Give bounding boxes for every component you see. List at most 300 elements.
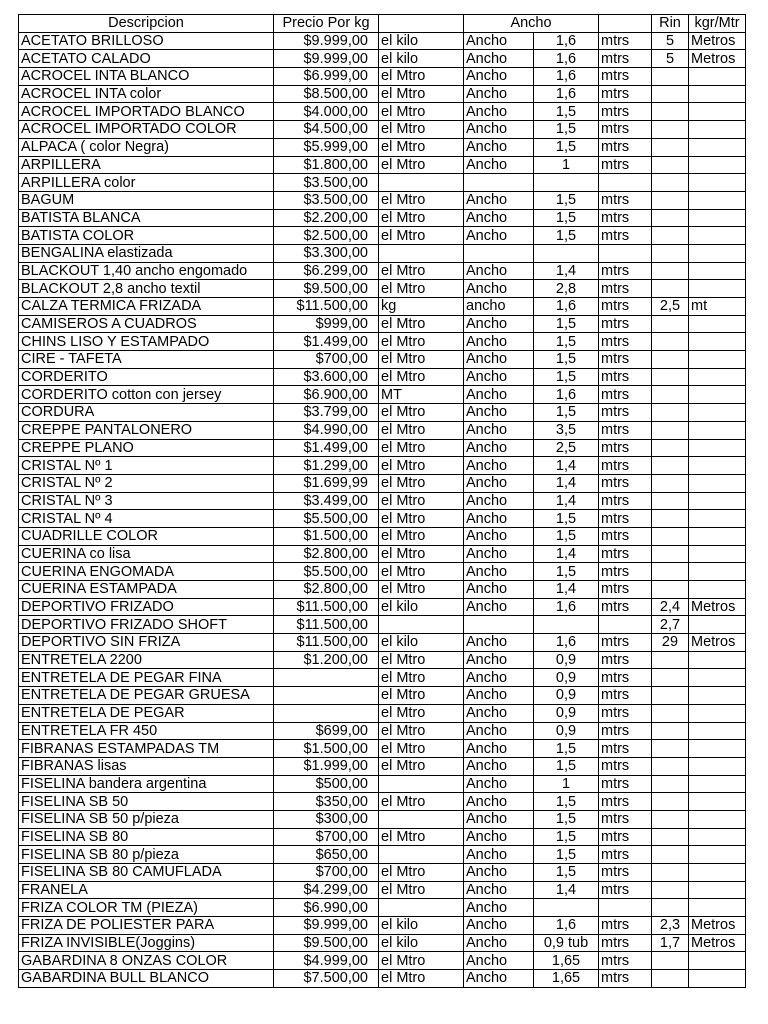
cell-rin: 1,7 xyxy=(652,934,689,952)
header-blank xyxy=(599,15,652,33)
cell-mtrs: mtrs xyxy=(599,970,652,988)
cell-rin xyxy=(652,793,689,811)
cell-unidad: MT xyxy=(379,386,464,404)
cell-precio: $350,00 xyxy=(274,793,379,811)
cell-precio: $2.800,00 xyxy=(274,545,379,563)
cell-descripcion: FISELINA bandera argentina xyxy=(19,775,274,793)
cell-unidad xyxy=(379,174,464,192)
cell-mtrs: mtrs xyxy=(599,669,652,687)
cell-unidad: el Mtro xyxy=(379,68,464,86)
cell-rin xyxy=(652,492,689,510)
table-row xyxy=(19,457,746,475)
cell-ancho-label: Ancho xyxy=(464,687,534,705)
cell-rin xyxy=(652,280,689,298)
table-row xyxy=(19,209,746,227)
cell-mtrs xyxy=(599,244,652,262)
cell-descripcion: DEPORTIVO SIN FRIZA xyxy=(19,634,274,652)
cell-descripcion: FISELINA SB 80 xyxy=(19,828,274,846)
table-row xyxy=(19,333,746,351)
cell-kgr xyxy=(689,864,746,882)
cell-ancho-valor: 1,5 xyxy=(534,333,599,351)
cell-ancho-valor: 1,5 xyxy=(534,404,599,422)
cell-ancho-label: Ancho xyxy=(464,669,534,687)
cell-precio: $8.500,00 xyxy=(274,85,379,103)
cell-ancho-label: Ancho xyxy=(464,598,534,616)
table-row xyxy=(19,280,746,298)
table-row xyxy=(19,138,746,156)
cell-descripcion: BLACKOUT 1,40 ancho engomado xyxy=(19,262,274,280)
cell-mtrs: mtrs xyxy=(599,545,652,563)
cell-unidad: kg xyxy=(379,298,464,316)
cell-unidad: el Mtro xyxy=(379,828,464,846)
cell-descripcion: FISELINA SB 50 xyxy=(19,793,274,811)
cell-mtrs: mtrs xyxy=(599,722,652,740)
cell-ancho-label: Ancho xyxy=(464,651,534,669)
table-row xyxy=(19,846,746,864)
cell-rin xyxy=(652,138,689,156)
cell-descripcion: ENTRETELA 2200 xyxy=(19,651,274,669)
cell-rin xyxy=(652,651,689,669)
cell-ancho-label: Ancho xyxy=(464,704,534,722)
cell-mtrs: mtrs xyxy=(599,315,652,333)
cell-ancho-label: Ancho xyxy=(464,474,534,492)
cell-precio: $699,00 xyxy=(274,722,379,740)
cell-mtrs: mtrs xyxy=(599,404,652,422)
cell-ancho-label: Ancho xyxy=(464,899,534,917)
cell-kgr xyxy=(689,121,746,139)
cell-ancho-valor: 1,5 xyxy=(534,810,599,828)
cell-kgr xyxy=(689,563,746,581)
cell-kgr xyxy=(689,85,746,103)
cell-precio: $700,00 xyxy=(274,864,379,882)
cell-rin xyxy=(652,687,689,705)
cell-rin xyxy=(652,864,689,882)
cell-ancho-label: Ancho xyxy=(464,351,534,369)
cell-descripcion: CORDERITO cotton con jersey xyxy=(19,386,274,404)
cell-unidad: el Mtro xyxy=(379,474,464,492)
cell-ancho-valor: 1,5 xyxy=(534,121,599,139)
cell-ancho-label: Ancho xyxy=(464,510,534,528)
cell-mtrs: mtrs xyxy=(599,32,652,50)
table-row xyxy=(19,917,746,935)
cell-kgr xyxy=(689,669,746,687)
cell-ancho-label: Ancho xyxy=(464,421,534,439)
cell-unidad: el Mtro xyxy=(379,704,464,722)
cell-rin: 5 xyxy=(652,32,689,50)
cell-descripcion: FISELINA SB 80 p/pieza xyxy=(19,846,274,864)
cell-unidad: el Mtro xyxy=(379,952,464,970)
cell-ancho-label: Ancho xyxy=(464,740,534,758)
cell-mtrs: mtrs xyxy=(599,121,652,139)
table-row xyxy=(19,722,746,740)
cell-ancho-valor: 1,6 xyxy=(534,298,599,316)
cell-ancho-label: Ancho xyxy=(464,50,534,68)
table-row xyxy=(19,740,746,758)
cell-rin xyxy=(652,545,689,563)
cell-descripcion: CREPPE PANTALONERO xyxy=(19,421,274,439)
cell-precio: $1.999,00 xyxy=(274,757,379,775)
cell-precio: $2.200,00 xyxy=(274,209,379,227)
cell-precio: $9.500,00 xyxy=(274,280,379,298)
cell-precio: $5.999,00 xyxy=(274,138,379,156)
cell-mtrs: mtrs xyxy=(599,280,652,298)
cell-unidad: el kilo xyxy=(379,598,464,616)
cell-kgr xyxy=(689,757,746,775)
cell-precio xyxy=(274,669,379,687)
cell-mtrs: mtrs xyxy=(599,740,652,758)
cell-ancho-label: Ancho xyxy=(464,439,534,457)
table-row xyxy=(19,651,746,669)
cell-precio: $3.799,00 xyxy=(274,404,379,422)
cell-kgr xyxy=(689,209,746,227)
cell-ancho-valor: 1,4 xyxy=(534,881,599,899)
cell-ancho-valor: 1,5 xyxy=(534,209,599,227)
table-row xyxy=(19,775,746,793)
cell-ancho-valor: 1,5 xyxy=(534,103,599,121)
cell-ancho-label: Ancho xyxy=(464,209,534,227)
cell-kgr xyxy=(689,952,746,970)
cell-kgr xyxy=(689,828,746,846)
cell-kgr xyxy=(689,722,746,740)
cell-rin xyxy=(652,191,689,209)
cell-ancho-label: Ancho xyxy=(464,634,534,652)
cell-precio: $2.800,00 xyxy=(274,581,379,599)
cell-descripcion: FIBRANAS lisas xyxy=(19,757,274,775)
cell-precio: $1.299,00 xyxy=(274,457,379,475)
cell-mtrs: mtrs xyxy=(599,510,652,528)
cell-ancho-valor: 1,5 xyxy=(534,828,599,846)
cell-ancho-label: Ancho xyxy=(464,581,534,599)
cell-rin xyxy=(652,156,689,174)
cell-descripcion: CREPPE PLANO xyxy=(19,439,274,457)
cell-ancho-label: Ancho xyxy=(464,917,534,935)
cell-descripcion: ACETATO BRILLOSO xyxy=(19,32,274,50)
cell-unidad: el Mtro xyxy=(379,404,464,422)
cell-mtrs: mtrs xyxy=(599,85,652,103)
cell-unidad: el Mtro xyxy=(379,740,464,758)
cell-rin xyxy=(652,244,689,262)
cell-rin: 5 xyxy=(652,50,689,68)
cell-unidad xyxy=(379,616,464,634)
cell-ancho-valor: 1,6 xyxy=(534,386,599,404)
cell-rin xyxy=(652,68,689,86)
cell-kgr xyxy=(689,191,746,209)
cell-rin xyxy=(652,209,689,227)
cell-mtrs: mtrs xyxy=(599,634,652,652)
cell-mtrs xyxy=(599,899,652,917)
cell-ancho-label: Ancho xyxy=(464,828,534,846)
cell-unidad: el Mtro xyxy=(379,545,464,563)
cell-precio: $1.200,00 xyxy=(274,651,379,669)
cell-mtrs: mtrs xyxy=(599,828,652,846)
cell-ancho-label: Ancho xyxy=(464,545,534,563)
cell-kgr xyxy=(689,368,746,386)
cell-descripcion: DEPORTIVO FRIZADO xyxy=(19,598,274,616)
cell-descripcion: CRISTAL Nº 1 xyxy=(19,457,274,475)
cell-mtrs: mtrs xyxy=(599,651,652,669)
cell-ancho-valor xyxy=(534,244,599,262)
cell-unidad: el Mtro xyxy=(379,864,464,882)
cell-unidad: el kilo xyxy=(379,32,464,50)
cell-precio: $6.900,00 xyxy=(274,386,379,404)
cell-descripcion: CIRE - TAFETA xyxy=(19,351,274,369)
cell-mtrs: mtrs xyxy=(599,298,652,316)
cell-rin: 2,5 xyxy=(652,298,689,316)
cell-mtrs: mtrs xyxy=(599,563,652,581)
cell-precio: $5.500,00 xyxy=(274,563,379,581)
cell-rin xyxy=(652,421,689,439)
table-row xyxy=(19,50,746,68)
cell-rin xyxy=(652,103,689,121)
cell-kgr: Metros xyxy=(689,32,746,50)
cell-precio: $4.999,00 xyxy=(274,952,379,970)
cell-descripcion: ENTRETELA FR 450 xyxy=(19,722,274,740)
cell-rin xyxy=(652,510,689,528)
table-row xyxy=(19,687,746,705)
cell-kgr xyxy=(689,404,746,422)
cell-mtrs: mtrs xyxy=(599,439,652,457)
cell-rin xyxy=(652,474,689,492)
cell-kgr xyxy=(689,227,746,245)
table-row xyxy=(19,404,746,422)
cell-descripcion: FIBRANAS ESTAMPADAS TM xyxy=(19,740,274,758)
cell-precio: $11.500,00 xyxy=(274,634,379,652)
cell-kgr xyxy=(689,510,746,528)
table-row xyxy=(19,616,746,634)
cell-rin xyxy=(652,386,689,404)
cell-descripcion: CHINS LISO Y ESTAMPADO xyxy=(19,333,274,351)
cell-ancho-label: Ancho xyxy=(464,262,534,280)
table-row xyxy=(19,32,746,50)
cell-precio: $11.500,00 xyxy=(274,598,379,616)
header-unidad xyxy=(379,15,464,33)
cell-ancho-label: Ancho xyxy=(464,846,534,864)
cell-mtrs: mtrs xyxy=(599,227,652,245)
cell-ancho-label: Ancho xyxy=(464,191,534,209)
cell-mtrs: mtrs xyxy=(599,386,652,404)
cell-precio: $6.990,00 xyxy=(274,899,379,917)
cell-kgr xyxy=(689,315,746,333)
cell-unidad xyxy=(379,810,464,828)
table-row xyxy=(19,510,746,528)
cell-kgr xyxy=(689,846,746,864)
cell-unidad xyxy=(379,899,464,917)
cell-mtrs: mtrs xyxy=(599,687,652,705)
cell-mtrs: mtrs xyxy=(599,793,652,811)
cell-ancho-valor: 2,8 xyxy=(534,280,599,298)
table-row xyxy=(19,545,746,563)
cell-descripcion: ENTRETELA DE PEGAR GRUESA xyxy=(19,687,274,705)
cell-precio: $500,00 xyxy=(274,775,379,793)
cell-ancho-label: Ancho xyxy=(464,368,534,386)
cell-descripcion: CUERINA ESTAMPADA xyxy=(19,581,274,599)
cell-descripcion: BLACKOUT 2,8 ancho textil xyxy=(19,280,274,298)
cell-precio: $3.499,00 xyxy=(274,492,379,510)
cell-precio: $3.300,00 xyxy=(274,244,379,262)
cell-ancho-label: Ancho xyxy=(464,810,534,828)
cell-ancho-label: Ancho xyxy=(464,138,534,156)
cell-kgr xyxy=(689,687,746,705)
cell-rin xyxy=(652,439,689,457)
cell-mtrs: mtrs xyxy=(599,50,652,68)
cell-ancho-valor: 1,65 xyxy=(534,970,599,988)
header-descripcion: Descripcion xyxy=(19,15,274,33)
cell-unidad: el Mtro xyxy=(379,280,464,298)
cell-rin xyxy=(652,262,689,280)
cell-ancho-valor: 0,9 xyxy=(534,704,599,722)
cell-rin: 2,3 xyxy=(652,917,689,935)
table-row xyxy=(19,598,746,616)
cell-ancho-valor xyxy=(534,899,599,917)
table-row xyxy=(19,121,746,139)
cell-ancho-valor: 1,5 xyxy=(534,315,599,333)
cell-precio: $11.500,00 xyxy=(274,298,379,316)
cell-unidad: el Mtro xyxy=(379,687,464,705)
cell-mtrs: mtrs xyxy=(599,209,652,227)
cell-descripcion: CUADRILLE COLOR xyxy=(19,527,274,545)
cell-unidad: el kilo xyxy=(379,634,464,652)
cell-descripcion: BATISTA COLOR xyxy=(19,227,274,245)
cell-ancho-valor: 1,4 xyxy=(534,262,599,280)
cell-unidad: el kilo xyxy=(379,50,464,68)
table-row xyxy=(19,581,746,599)
cell-unidad: el Mtro xyxy=(379,651,464,669)
table-row xyxy=(19,474,746,492)
cell-ancho-label: Ancho xyxy=(464,722,534,740)
cell-unidad: el Mtro xyxy=(379,757,464,775)
cell-mtrs: mtrs xyxy=(599,810,652,828)
cell-rin xyxy=(652,581,689,599)
cell-ancho-valor: 3,5 xyxy=(534,421,599,439)
cell-ancho-valor: 1,6 xyxy=(534,85,599,103)
table-row xyxy=(19,439,746,457)
cell-precio: $300,00 xyxy=(274,810,379,828)
cell-kgr xyxy=(689,616,746,634)
cell-ancho-label: Ancho xyxy=(464,934,534,952)
cell-ancho-valor: 1 xyxy=(534,775,599,793)
table-row xyxy=(19,669,746,687)
cell-ancho-valor: 1,5 xyxy=(534,864,599,882)
cell-unidad: el Mtro xyxy=(379,439,464,457)
cell-kgr: Metros xyxy=(689,634,746,652)
cell-precio: $9.500,00 xyxy=(274,934,379,952)
cell-kgr xyxy=(689,474,746,492)
cell-kgr xyxy=(689,810,746,828)
table-row xyxy=(19,351,746,369)
cell-ancho-valor: 1,4 xyxy=(534,581,599,599)
cell-descripcion: FRIZA DE POLIESTER PARA xyxy=(19,917,274,935)
cell-descripcion: CRISTAL Nº 2 xyxy=(19,474,274,492)
cell-descripcion: ALPACA ( color Negra) xyxy=(19,138,274,156)
cell-mtrs: mtrs xyxy=(599,846,652,864)
cell-ancho-valor: 1,5 xyxy=(534,191,599,209)
table-row xyxy=(19,793,746,811)
cell-kgr xyxy=(689,351,746,369)
cell-ancho-label: Ancho xyxy=(464,156,534,174)
cell-rin xyxy=(652,740,689,758)
cell-descripcion: ACROCEL IMPORTADO COLOR xyxy=(19,121,274,139)
cell-mtrs: mtrs xyxy=(599,598,652,616)
cell-mtrs: mtrs xyxy=(599,262,652,280)
cell-kgr xyxy=(689,103,746,121)
cell-mtrs: mtrs xyxy=(599,351,652,369)
cell-descripcion: FRANELA xyxy=(19,881,274,899)
cell-precio: $11.500,00 xyxy=(274,616,379,634)
cell-descripcion: CORDERITO xyxy=(19,368,274,386)
cell-rin: 2,7 xyxy=(652,616,689,634)
cell-rin xyxy=(652,404,689,422)
cell-ancho-valor: 1,6 xyxy=(534,68,599,86)
cell-descripcion: ACROCEL INTA BLANCO xyxy=(19,68,274,86)
table-row xyxy=(19,527,746,545)
cell-kgr xyxy=(689,527,746,545)
table-row xyxy=(19,864,746,882)
cell-kgr xyxy=(689,492,746,510)
cell-rin xyxy=(652,174,689,192)
cell-precio: $4.500,00 xyxy=(274,121,379,139)
cell-ancho-label: Ancho xyxy=(464,793,534,811)
cell-ancho-valor xyxy=(534,174,599,192)
cell-precio: $6.299,00 xyxy=(274,262,379,280)
cell-ancho-valor: 1,5 xyxy=(534,563,599,581)
cell-ancho-valor: 0,9 xyxy=(534,669,599,687)
cell-ancho-valor: 1,4 xyxy=(534,457,599,475)
cell-rin xyxy=(652,722,689,740)
cell-mtrs: mtrs xyxy=(599,581,652,599)
cell-precio: $9.999,00 xyxy=(274,32,379,50)
cell-ancho-label: Ancho xyxy=(464,280,534,298)
cell-rin xyxy=(652,351,689,369)
cell-unidad: el Mtro xyxy=(379,970,464,988)
cell-descripcion: CUERINA ENGOMADA xyxy=(19,563,274,581)
cell-rin xyxy=(652,333,689,351)
cell-descripcion: ENTRETELA DE PEGAR xyxy=(19,704,274,722)
cell-descripcion: BATISTA BLANCA xyxy=(19,209,274,227)
cell-mtrs xyxy=(599,616,652,634)
cell-precio: $4.299,00 xyxy=(274,881,379,899)
cell-kgr xyxy=(689,439,746,457)
cell-kgr xyxy=(689,881,746,899)
cell-rin xyxy=(652,315,689,333)
cell-kgr: mt xyxy=(689,298,746,316)
table-row xyxy=(19,315,746,333)
cell-kgr: Metros xyxy=(689,50,746,68)
cell-ancho-label: Ancho xyxy=(464,315,534,333)
cell-ancho-label: Ancho xyxy=(464,227,534,245)
cell-precio: $3.500,00 xyxy=(274,174,379,192)
cell-precio: $3.500,00 xyxy=(274,191,379,209)
cell-kgr xyxy=(689,970,746,988)
cell-unidad: el Mtro xyxy=(379,209,464,227)
header-kgr: kgr/Mtr xyxy=(689,15,746,33)
header-row xyxy=(19,15,746,33)
cell-ancho-valor: 1,5 xyxy=(534,368,599,386)
cell-rin xyxy=(652,970,689,988)
cell-unidad: el Mtro xyxy=(379,563,464,581)
cell-ancho-label xyxy=(464,616,534,634)
cell-unidad: el Mtro xyxy=(379,191,464,209)
cell-unidad: el Mtro xyxy=(379,156,464,174)
cell-ancho-label: Ancho xyxy=(464,68,534,86)
cell-kgr xyxy=(689,156,746,174)
cell-descripcion: BENGALINA elastizada xyxy=(19,244,274,262)
cell-precio: $1.499,00 xyxy=(274,439,379,457)
cell-ancho-label: Ancho xyxy=(464,563,534,581)
cell-ancho-label: Ancho xyxy=(464,457,534,475)
header-ancho: Ancho xyxy=(464,15,599,33)
cell-kgr xyxy=(689,793,746,811)
cell-ancho-valor: 1,5 xyxy=(534,227,599,245)
